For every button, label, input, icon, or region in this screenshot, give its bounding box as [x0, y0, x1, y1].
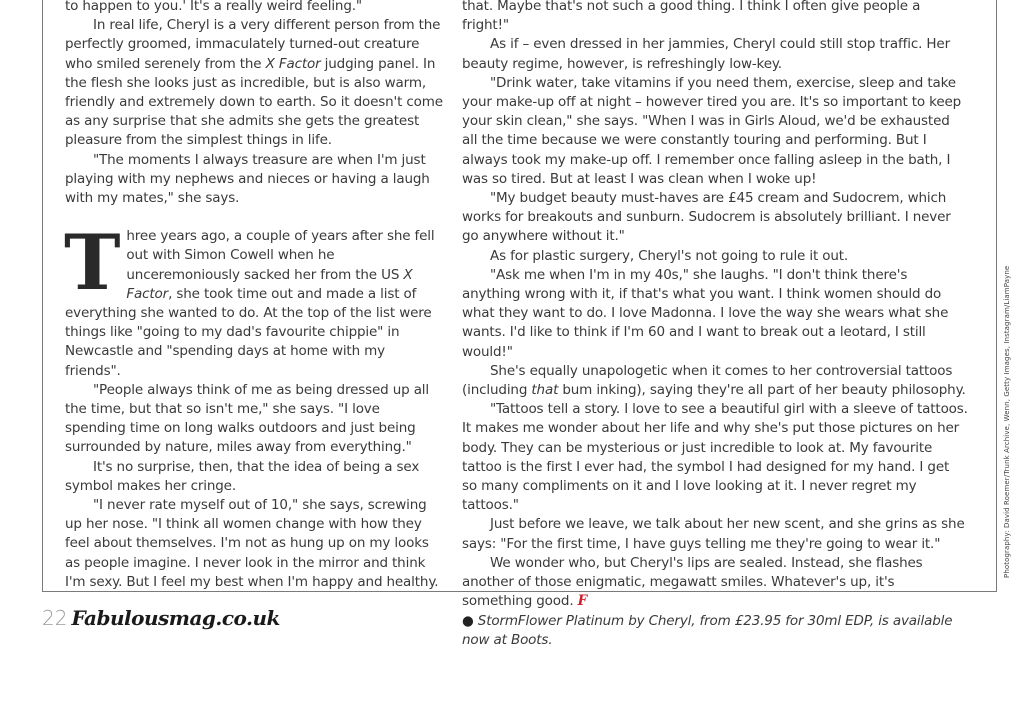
article-left-column [65, 0, 443, 592]
page-number: 22 [42, 606, 68, 630]
right-paragraph: Just before we leave, we talk about her new scent, and she grins as she says: "For the first time, I have guys telling me they're going to wear it." [462, 516, 965, 552]
right-paragraph: As for plastic surgery, Cheryl's not going to rule it out. [490, 247, 849, 264]
left-paragraph: to happen to you.' It's a really weird feeling." [65, 0, 362, 14]
photo-credits: Photography: David Roemer/Trunk Archive, Wenn, Getty Images, Instagram/LiamPayne [1003, 265, 1011, 578]
right-paragraph: "Drink water, take vitamins if you need them, exercise, sleep and take your make-up off at night – however tired you are. It's so important to keep your skin clean," she says. "When I was in Girls Aloud, we'd be exhausted all the time because we were constantly touring and performing. But I always took my make-up off. I remember once falling asleep in the bath, I was so tired. But at least I was clean when I woke up! [462, 74, 962, 187]
site-logo: Fabulousmag.co.uk [71, 606, 280, 630]
fabulous-end-mark-icon: F [577, 593, 588, 610]
bullet-icon: ● [462, 612, 474, 629]
left-paragraph: "I never rate myself out of 10," she says, screwing up her nose. "I think all women change with how they feel about themselves. I'm not as hung up on my looks as people imagine. I never look in the mirror and think I'm sexy. But I feel my best when I'm happy and healthy. [65, 497, 439, 590]
right-paragraph: "Tattoos tell a story. I love to see a beautiful girl with a sleeve of tattoos. It makes me wonder about her life and why she's put those pictures on her body. They can be mysterious or just incredible to look at. My favourite tattoo is the first I ever had, the symbol I had designed for my hand. I get so many compliments on it and I love looking at it. I never regret my tattoos." [462, 401, 968, 514]
left-paragraph: "The moments I always treasure are when I'm just playing with my nephews and nieces or having a laugh with my mates," she says. [65, 151, 430, 207]
right-paragraph: She's equally unapologetic when it comes to her controversial tattoos (including that bum inking), saying they're all part of her beauty philosophy. [462, 362, 966, 399]
page-footer [42, 606, 280, 636]
right-paragraph: "Ask me when I'm in my 40s," she laughs. "I don't think there's anything wrong with it, if that's what you want. I think women should do what they want to do. I love Madonna. I love the way she wears what she wants. I'd like to think if I'm 60 and I want to break out a leotard, I still would!" [462, 266, 949, 360]
left-paragraph: "People always think of me as being dressed up all the time, but that so isn't me," she says. "I love spending time on long walks outdoors and just being surrounded by nature, miles away from everything." [65, 381, 430, 456]
right-paragraph: We wonder who, but Cheryl's lips are sealed. Instead, she flashes another of those enigmatic, megawatt smiles. Whatever's up, it's something good. F [462, 554, 923, 610]
left-paragraph: It's no surprise, then, that the idea of being a sex symbol makes her cringe. [65, 458, 420, 494]
page-border-right [996, 0, 997, 592]
page-border-left [42, 0, 43, 592]
left-paragraph-dropcap: Three years ago, a couple of years after she fell out with Simon Cowell when he unceremoniously sacked her from the US X Factor, she took time out and made a list of everything she wanted to do. At the top of the list were things like "going to my dad's favourite chippie" in Newcastle and "spending days at home with my friends". [64, 218, 435, 379]
right-paragraph: As if – even dressed in her jammies, Cheryl could still stop traffic. Her beauty regime, however, is refreshingly low-key. [462, 36, 950, 72]
left-paragraph: In real life, Cheryl is a very different person from the perfectly groomed, immaculately turned-out creature who smiled serenely from the X Factor judging panel. In the flesh she looks just as incredible, but is also warm, friendly and extremely down to earth. So it doesn't come as any surprise that she admits she gets the greatest pleasure from the simplest things in life. [65, 17, 443, 149]
article-right-column [462, 0, 968, 650]
product-note: ● StormFlower Platinum by Cheryl, from £23.95 for 30ml EDP, is available now at Boots. [462, 612, 953, 648]
right-paragraph: that. Maybe that's not such a good thing. I think I often give people a fright!" [462, 0, 921, 34]
right-paragraph: "My budget beauty must-haves are £45 cream and Sudocrem, which works for breakouts and sunburn. Sudocrem is absolutely brilliant. I never go anywhere without it." [462, 190, 951, 245]
drop-cap: T [64, 218, 121, 308]
